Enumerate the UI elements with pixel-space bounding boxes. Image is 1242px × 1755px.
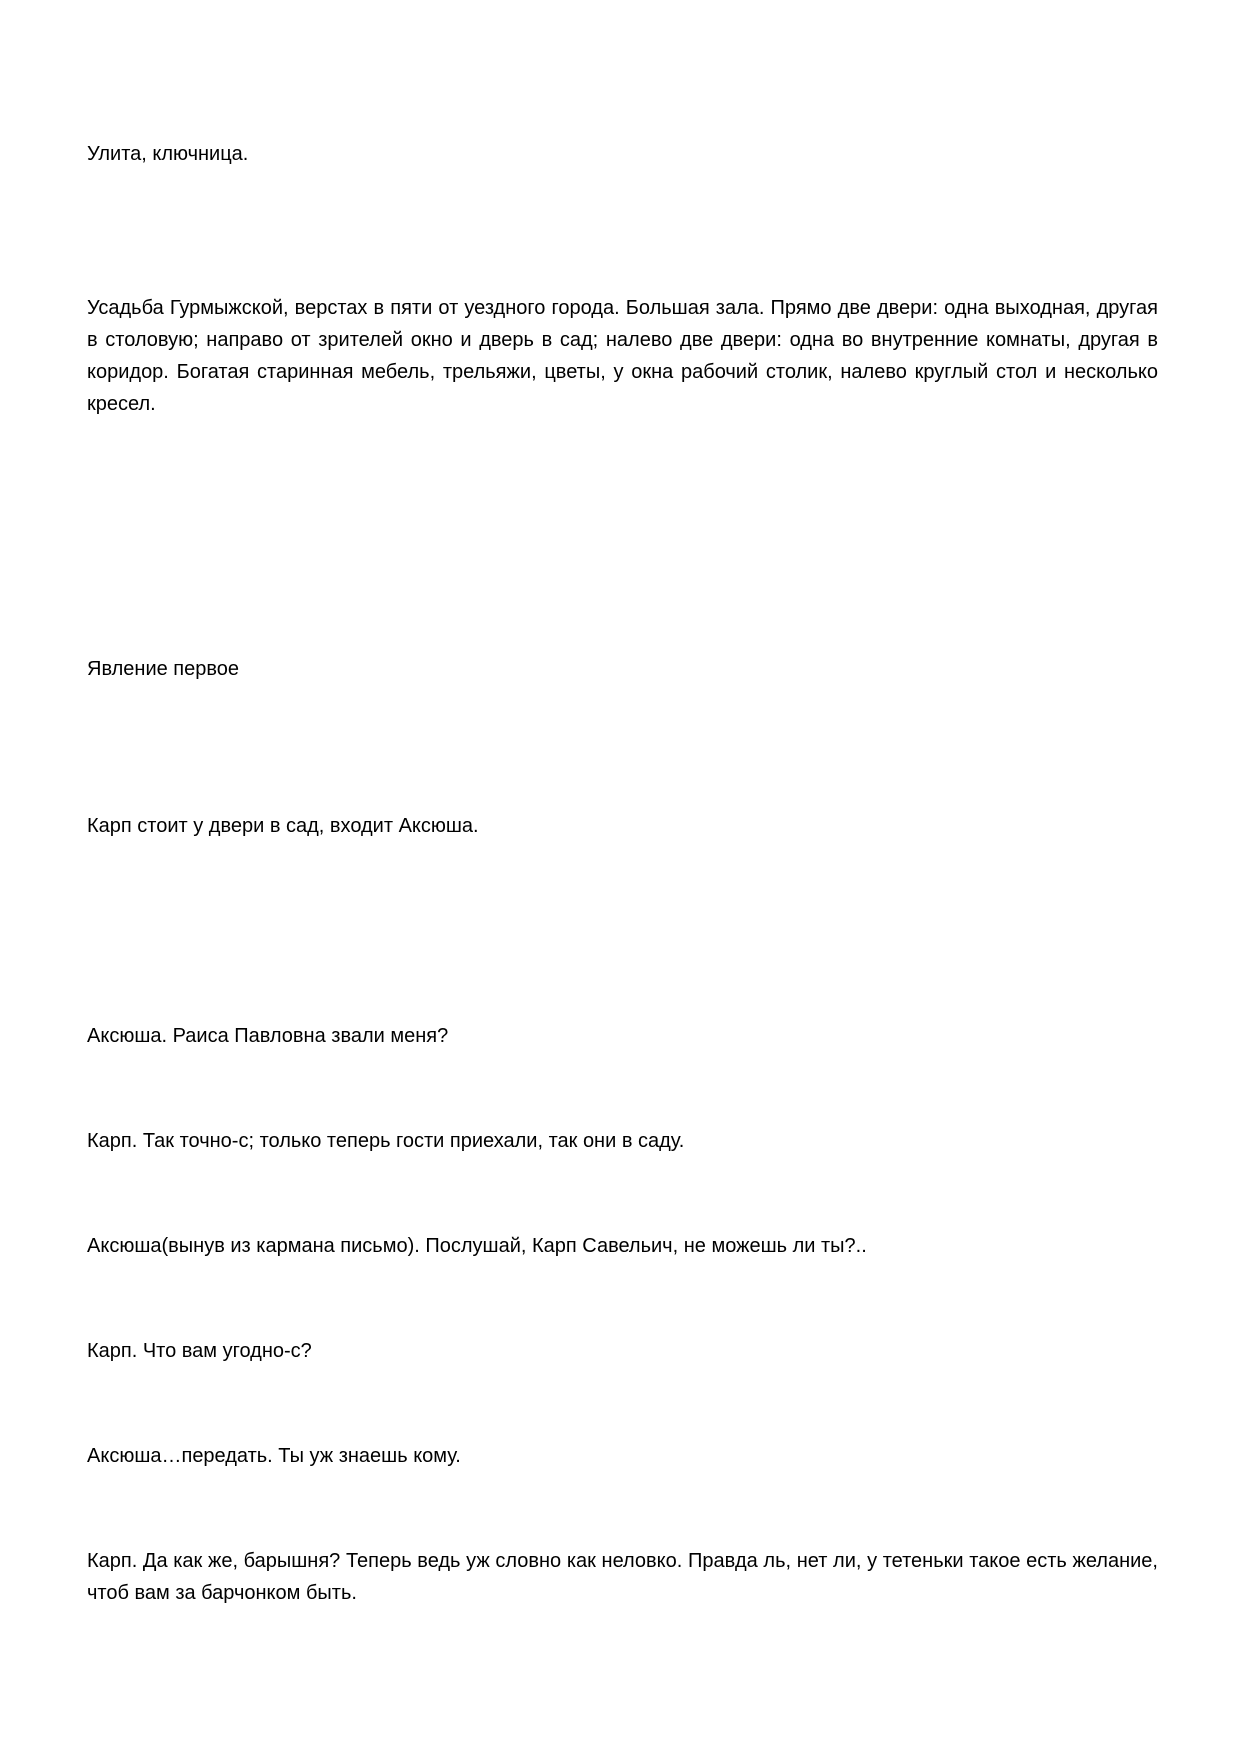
character-list-entry: Улита, ключница. <box>87 143 249 165</box>
dialogue-line: Аксюша. Раиса Павловна звали меня? <box>87 1025 449 1047</box>
scene-description: Усадьба Гурмыжской, верстах в пяти от уездного города. Большая зала. Прямо две двери: одна выходная, другая в столовую; направо от зрителей окно и дверь в сад; налево две двери: одна во внутренние комнаты, другая в коридор. Богатая старинная мебель, трельяжи, цветы, у окна рабочий столик, налево круглый стол и несколько кресел. <box>87 297 1158 415</box>
scene-heading: Явление первое <box>87 658 240 680</box>
dialogue-line: Аксюша…передать. Ты уж знаешь кому. <box>87 1445 461 1467</box>
dialogue-line: Аксюша(вынув из кармана письмо). Послушай, Карп Савельич, не можешь ли ты?.. <box>87 1235 867 1257</box>
dialogue-line: Карп. Что вам угодно-с? <box>87 1340 312 1362</box>
stage-direction: Карп стоит у двери в сад, входит Аксюша. <box>87 815 479 837</box>
dialogue-line: Карп. Так точно-с; только теперь гости приехали, так они в саду. <box>87 1130 685 1152</box>
dialogue-line: Карп. Да как же, барышня? Теперь ведь уж словно как неловко. Правда ль, нет ли, у тетеньки такое есть желание, чтоб вам за барчонком быть. <box>87 1550 1158 1604</box>
